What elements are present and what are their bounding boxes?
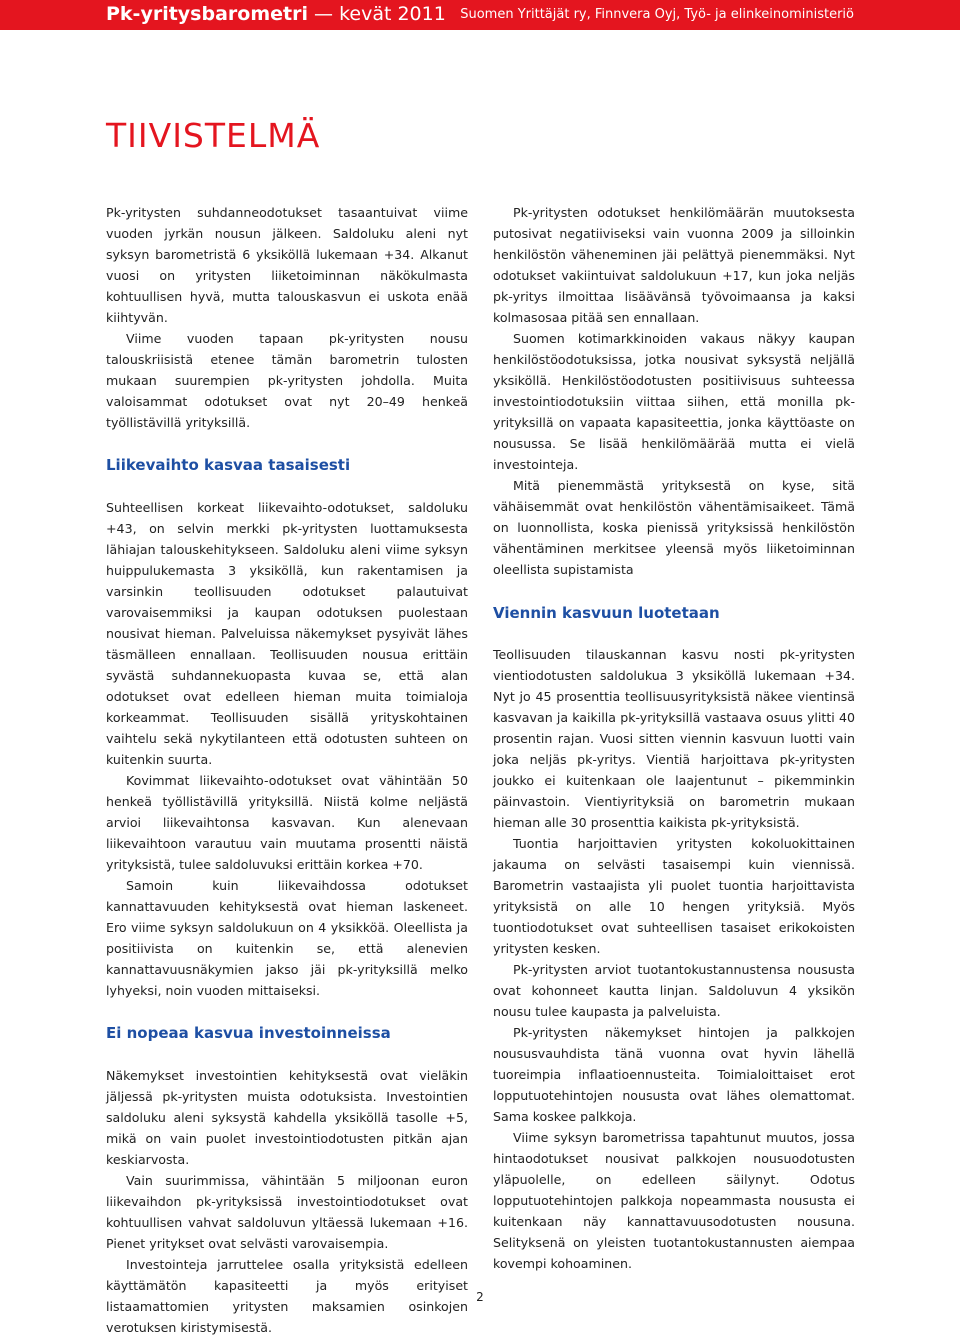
section-heading-exports: Viennin kasvuun luotetaan bbox=[493, 604, 720, 622]
page-number: 2 bbox=[476, 1290, 484, 1304]
body-paragraph: Pk-yritysten odotukset henkilömäärän muutoksesta putosivat negatiiviseksi vain vuonna 2009 ja silloinkin henkilöstön väheneminen jäi pelättyä pienemmäksi. Nyt odotukset vakiintuivat saldolukuun +17, kun joka neljäs pk-yritys ilmoittaa lisäävänsä työvoimaansa ja kaksi kolmasosaa pitää sen ennallaan. bbox=[493, 205, 855, 325]
report-title-season: — kevät 2011 bbox=[308, 3, 446, 25]
intro-paragraph: Pk-yritysten suhdanneodotukset tasaantuivat viime vuoden jyrkän nousun jälkeen. Saldoluku aleni nyt syksyn barometristä 6 yksiköllä lukemaan +34. Alkanut vuosi on yritysten liiketoiminnan näkökulmasta kohtuullisen hyvä, mutta talouskasvun ei uskota enää kiihtyvän. bbox=[106, 205, 468, 325]
intro-paragraph: Viime vuoden tapaan pk-yritysten nousu talouskriisistä etenee tämän barometrin tulosten mukaan suurempien pk-yritysten johdolla. Muita valoisammat odotukset ovat nyt 20–49 henkeä työllistävillä yrityksillä. bbox=[106, 331, 468, 430]
body-paragraph: Viime syksyn barometrissa tapahtunut muutos, jossa hintaodotukset nousivat palkkojen nousuodotusten yläpuolelle, on edelleen säilynyt. Odotus lopputuotehintojen palkkoja nopeammasta noususta ei kuitenkaan näy kannattavuusodotusten nousuna. Selityksenä on yleisten tuotantokustannusten aiempaa kovempi kohoaminen. bbox=[493, 1130, 855, 1271]
body-paragraph: Teollisuuden tilauskannan kasvu nosti pk-yritysten vientiodotusten saldolukua 3 yksiköllä lukemaan +34. Nyt jo 45 prosenttia teollisuusyrityksistä näkee vientinsä kasvavan ja kaikilla pk-yrityksillä vastaava osuus ylitti 40 prosentin rajan. Vuosi sitten viennin kasvuun luotti vain joka neljäs pk-yritys. Vientiä harjoittava pk-yritysten joukko ei kuitenkaan ole laajentunut – pikemminkin päinvastoin. Vientiyrityksiä on barometrin mukaan hieman alle 30 prosenttia kaikista pk-yrityksistä. bbox=[493, 647, 855, 830]
body-paragraph: Samoin kuin liikevaihdossa odotukset kannattavuuden kehityksestä ovat hieman laskeneet. Ero viime syksyn saldolukuun on 4 yksikköä. Oleellista ja positiivista on kuitenkin se, että alenevien kannattavuusnäkymien jakso jäi pk-yrityksillä melko lyhyeksi, noin vuoden mittaiseksi. bbox=[106, 878, 468, 998]
page-title: TIIVISTELMÄ bbox=[106, 116, 321, 155]
body-paragraph: Kovimmat liikevaihto-odotukset ovat vähintään 50 henkeä työllistävillä yrityksillä. Niistä kolme neljästä arvioi liikevaihtonsa kasvavan. Kun alenevaan liikevaihtoon varautuu vain muutama prosentti näistä yrityksistä, tulee saldoluvuksi erittäin korkea +70. bbox=[106, 773, 468, 872]
report-title bbox=[106, 1, 446, 27]
right-column bbox=[493, 202, 855, 1274]
body-paragraph: Suomen kotimarkkinoiden vakaus näkyy kaupan henkilöstöodotuksissa, jotka nousivat syksystä neljällä yksiköllä. Henkilöstöodotusten positiivisuus suhteessa investointiodotuksiin viittaa siihen, että monilla pk-yrityksillä on vapaata kapasiteettia, jonka käyttöaste on nousussa. Se lisää henkilömäärää mutta ei vielä investointeja. bbox=[493, 331, 855, 472]
section-heading-investments: Ei nopeaa kasvua investoinneissa bbox=[106, 1024, 391, 1042]
body-paragraph: Pk-yritysten arviot tuotantokustannustensa noususta ovat kohonneet kautta linjan. Saldoluvun 4 yksikön nousu tulee kaupasta ja palveluista. bbox=[493, 962, 855, 1019]
report-title-bold: Pk-yritysbarometri bbox=[106, 3, 308, 25]
body-paragraph: Investointeja jarruttelee osalla yrityksistä edelleen käyttämätön kapasiteetti ja myös erityiset listaamattomien yritysten maksamien osinkojen verotuksen kiristymisestä. bbox=[106, 1257, 468, 1335]
body-paragraph: Tuontia harjoittavien yritysten kokoluokittainen jakauma on selvästi tasaisempi kuin viennissä. Barometrin vastaajista yli puolet tuontia harjoittavista yrityksistä on alle 10 hengen yrityksiä. Myös tuontiodotukset ovat suhteellisen tasaiset erikokoisten yritysten kesken. bbox=[493, 836, 855, 956]
report-publishers: Suomen Yrittäjät ry, Finnvera Oyj, Työ- ja elinkeinoministeriö bbox=[460, 7, 854, 22]
header-bar bbox=[0, 0, 960, 30]
body-paragraph: Mitä pienemmästä yrityksestä on kyse, sitä vähäisemmät ovat henkilöstön vähentämisaikeet. Tämä on luonnollista, koska pienissä yrityksissä henkilöstön vähentäminen merkitsee yleensä myös liiketoiminnan oleellista supistamista bbox=[493, 478, 855, 577]
body-paragraph: Vain suurimmissa, vähintään 5 miljoonan euron liikevaihdon pk-yrityksissä investointiodotukset ovat kohtuullisen vahvat saldoluvun yltäessä lukemaan +16. Pienet yritykset ovat selvästi varovaisempia. bbox=[106, 1173, 468, 1251]
section-heading-revenue: Liikevaihto kasvaa tasaisesti bbox=[106, 456, 351, 474]
body-paragraph: Pk-yritysten näkemykset hintojen ja palkkojen noususvauhdista tänä vuonna ovat hyvin lähellä tuoreimpia inflaatioennusteita. Toimialoittaiset erot lopputuotehintojen noususta ovat lähes olemattomat. Sama koskee palkkoja. bbox=[493, 1025, 855, 1124]
body-paragraph: Suhteellisen korkeat liikevaihto-odotukset, saldoluku +43, on selvin merkki pk-yritysten luottamuksesta lähiajan talouskehitykseen. Saldoluku aleni viime syksyn huippulukemasta 3 yksiköllä, kun rakentamisen ja varsinkin teollisuuden odotukset palautuivat varovaisemmiksi ja kaupan odotuksen puolestaan nousivat hieman. Palveluissa näkemykset pysyivät lähes täsmälleen ennallaan. Teollisuuden nousua erittäin syvästä suhdannekuopasta kuvaa se, että alan odotukset ovat edelleen hieman muita toimialoja korkeammat. Teollisuuden sisällä yrityskohtainen vaihtelu sekä nykytilanteen että odotusten suhteen on kuitenkin suurta. bbox=[106, 500, 468, 767]
body-paragraph: Näkemykset investointien kehityksestä ovat vieläkin jäljessä pk-yritysten muista odotuksista. Investointien saldoluku aleni syksystä kahdella yksiköllä tasolle +5, mikä on vain puolet investointiodotusten pitkän ajan keskiarvosta. bbox=[106, 1068, 468, 1167]
left-column bbox=[106, 202, 468, 1338]
